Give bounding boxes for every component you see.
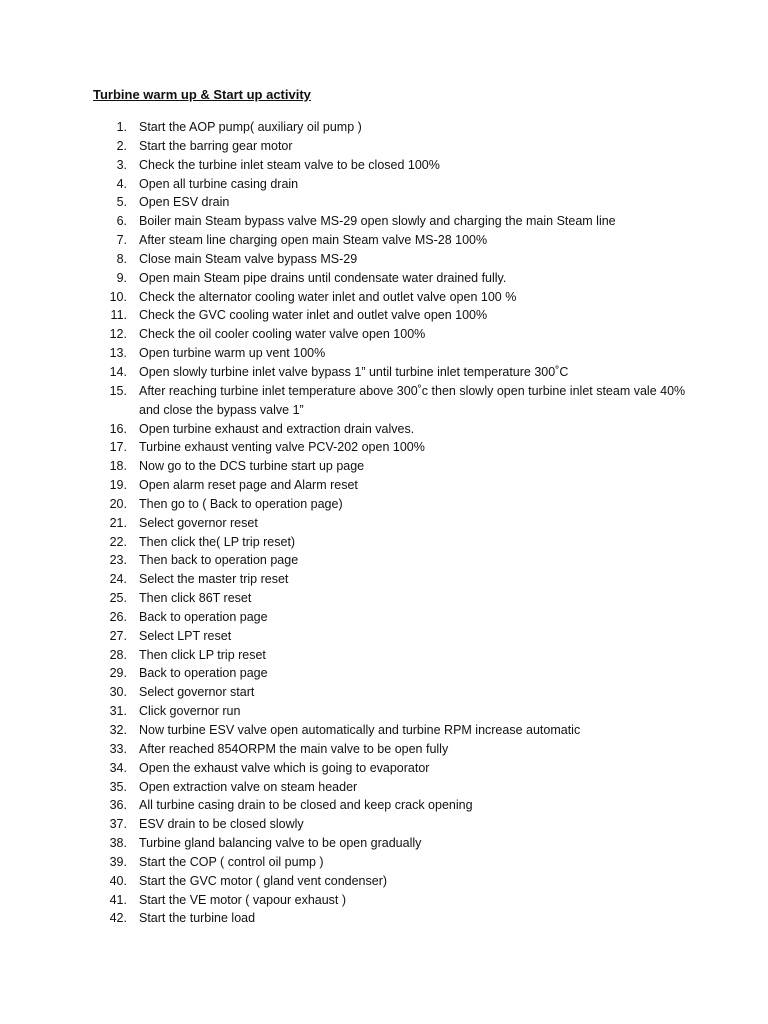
step-number: 10. — [109, 289, 127, 304]
step-text: Check the oil cooler cooling water valve open 100% — [139, 327, 426, 342]
step-text: Select the master trip reset — [139, 572, 289, 587]
step-number: 38. — [109, 836, 127, 851]
step-number: 9. — [116, 270, 127, 285]
step-number: 3. — [116, 157, 127, 172]
step-number: 36. — [109, 798, 127, 813]
step-number: 41. — [109, 892, 127, 907]
list-item — [0, 137, 699, 156]
step-number: 26. — [109, 609, 127, 624]
step-number: 33. — [109, 741, 127, 756]
step-text: Close main Steam valve bypass MS-29 — [139, 251, 358, 266]
list-item — [0, 250, 699, 269]
step-text: Open the exhaust valve which is going to evaporator — [139, 760, 430, 775]
step-number: 19. — [109, 478, 127, 493]
step-text: Open turbine exhaust and extraction drain valves. — [139, 421, 415, 436]
step-text: Then go to ( Back to operation page) — [139, 496, 343, 511]
step-number: 31. — [109, 704, 127, 719]
step-text: Start the turbine load — [139, 911, 256, 926]
list-item — [0, 702, 699, 721]
step-text: After steam line charging open main Steam valve MS-28 100% — [139, 233, 488, 248]
step-number: 6. — [116, 214, 127, 229]
list-item — [0, 796, 699, 815]
list-item — [0, 288, 699, 307]
step-number: 42. — [109, 911, 127, 926]
step-number: 39. — [109, 854, 127, 869]
list-item — [0, 627, 699, 646]
list-item — [0, 514, 699, 533]
step-text: Start the VE motor ( vapour exhaust ) — [139, 892, 347, 907]
step-number: 13. — [109, 346, 127, 361]
step-number: 28. — [109, 647, 127, 662]
step-number: 40. — [109, 873, 127, 888]
step-number: 34. — [109, 760, 127, 775]
step-text: Start the AOP pump( auxiliary oil pump ) — [139, 120, 362, 134]
step-text: Check the alternator cooling water inlet and outlet valve open 100 % — [139, 289, 517, 304]
step-number: 29. — [109, 666, 127, 681]
list-item — [0, 175, 699, 194]
list-item — [0, 909, 699, 928]
list-item — [0, 420, 699, 439]
step-text: Start the COP ( control oil pump ) — [139, 854, 324, 869]
step-text: Turbine gland balancing valve to be open gradually — [139, 836, 422, 851]
step-text: All turbine casing drain to be closed and keep crack opening — [139, 798, 473, 813]
step-number: 7. — [116, 233, 127, 248]
step-text: After reaching turbine inlet temperature above 300˚c then slowly open turbine inlet steam vale 40% and close the bypass valve 1” — [139, 383, 686, 417]
list-item — [0, 533, 699, 552]
step-text: Click governor run — [139, 704, 241, 719]
step-number: 16. — [109, 421, 127, 436]
list-item — [0, 815, 699, 834]
step-text: Open ESV drain — [139, 195, 230, 210]
list-item — [0, 457, 699, 476]
list-item — [0, 344, 699, 363]
list-item — [0, 363, 699, 382]
step-text: Then click LP trip reset — [139, 647, 266, 662]
step-number: 15. — [109, 383, 127, 398]
step-number: 32. — [109, 723, 127, 737]
step-text: Start the GVC motor ( gland vent condenser) — [139, 873, 388, 888]
step-text: Back to operation page — [139, 666, 268, 681]
list-item — [0, 646, 699, 665]
list-item — [0, 156, 699, 175]
step-number: 4. — [116, 176, 127, 191]
step-text: After reached 854ORPM the main valve to be open fully — [139, 741, 449, 756]
list-item — [0, 740, 699, 759]
step-number: 22. — [109, 534, 127, 549]
step-text: Then back to operation page — [139, 553, 299, 568]
step-text: Open main Steam pipe drains until condensate water drained fully. — [139, 270, 507, 285]
step-number: 8. — [116, 251, 127, 266]
list-item — [0, 570, 699, 589]
step-text: Select governor reset — [139, 515, 258, 530]
step-text: ESV drain to be closed slowly — [139, 817, 304, 832]
step-number: 18. — [109, 459, 127, 474]
step-number: 1. — [116, 120, 127, 134]
step-number: 25. — [109, 591, 127, 606]
list-item — [0, 118, 699, 137]
list-item — [0, 306, 699, 325]
list-item — [0, 495, 699, 514]
step-number: 35. — [109, 779, 127, 794]
step-text: Select LPT reset — [139, 628, 232, 643]
list-item — [0, 891, 699, 910]
list-item — [0, 231, 699, 250]
list-item — [0, 476, 699, 495]
step-text: Then click 86T reset — [139, 591, 252, 606]
list-item — [0, 778, 699, 797]
list-item — [0, 325, 699, 344]
step-number: 23. — [109, 553, 127, 568]
step-text: Then click the( LP trip reset) — [139, 534, 296, 549]
list-item — [0, 683, 699, 702]
list-item — [0, 589, 699, 608]
list-item — [0, 212, 699, 231]
step-number: 21. — [109, 515, 127, 530]
step-text: Back to operation page — [139, 609, 268, 624]
step-text: Open all turbine casing drain — [139, 176, 299, 191]
step-number: 24. — [109, 572, 127, 587]
step-number: 14. — [109, 364, 127, 379]
step-text: Start the barring gear motor — [139, 138, 293, 153]
step-number: 17. — [109, 440, 127, 455]
step-text: Now turbine ESV valve open automatically and turbine RPM increase automatic — [139, 723, 581, 737]
step-number: 2. — [116, 138, 127, 153]
step-text: Check the turbine inlet steam valve to be closed 100% — [139, 157, 440, 172]
step-number: 30. — [109, 685, 127, 700]
list-item — [0, 664, 699, 683]
list-item — [0, 269, 699, 288]
step-text: Open extraction valve on steam header — [139, 779, 358, 794]
step-text: Open turbine warm up vent 100% — [139, 346, 326, 361]
list-item — [0, 193, 699, 212]
list-item — [0, 872, 699, 891]
step-number: 12. — [109, 327, 127, 342]
step-text: Open slowly turbine inlet valve bypass 1” until turbine inlet temperature 300˚C — [139, 364, 569, 379]
step-text: Select governor start — [139, 685, 255, 700]
step-number: 11. — [110, 308, 127, 323]
steps-list — [0, 118, 699, 928]
list-item — [0, 759, 699, 778]
list-item — [0, 834, 699, 853]
list-item — [0, 853, 699, 872]
step-number: 37. — [109, 817, 127, 832]
list-item — [0, 721, 699, 740]
step-text: Boiler main Steam bypass valve MS-29 open slowly and charging the main Steam line — [139, 214, 616, 229]
step-text: Turbine exhaust venting valve PCV-202 open 100% — [139, 440, 425, 455]
document-title: Turbine warm up & Start up activity — [93, 87, 311, 102]
step-text: Open alarm reset page and Alarm reset — [139, 478, 358, 493]
step-number: 5. — [116, 195, 127, 210]
list-item — [0, 551, 699, 570]
step-number: 27. — [109, 628, 127, 643]
list-item — [0, 438, 699, 457]
step-text: Check the GVC cooling water inlet and outlet valve open 100% — [139, 308, 488, 323]
step-number: 20. — [109, 496, 127, 511]
list-item — [0, 382, 699, 420]
list-item — [0, 608, 699, 627]
step-text: Now go to the DCS turbine start up page — [139, 459, 365, 474]
